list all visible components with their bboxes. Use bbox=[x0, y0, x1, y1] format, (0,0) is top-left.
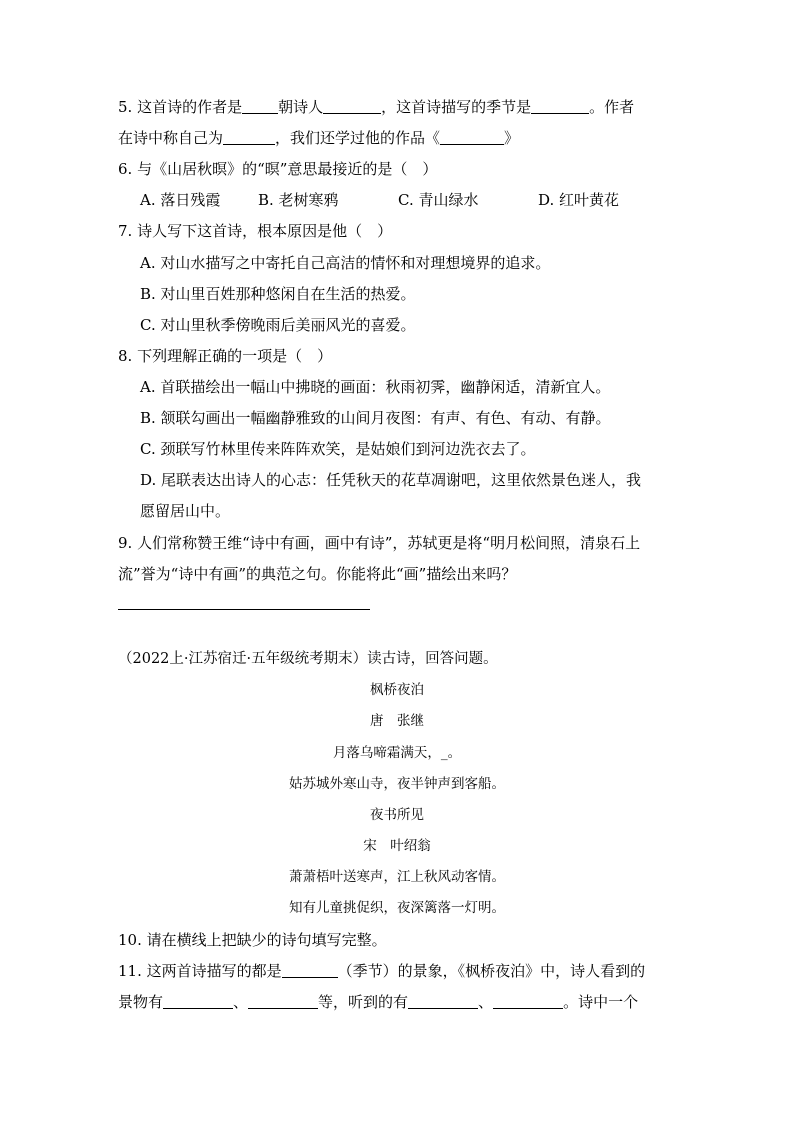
option-d-continued: 愿留居山中。 bbox=[140, 502, 231, 520]
poem-line: 姑苏城外寒山寺，夜半钟声到客船。 bbox=[289, 776, 505, 792]
answer-blank[interactable] bbox=[323, 98, 381, 114]
question-5-line-1 bbox=[118, 97, 634, 117]
answer-blank[interactable] bbox=[408, 993, 478, 1009]
option-b[interactable]: B. 老树寒鸦 bbox=[258, 191, 339, 209]
answer-blank[interactable] bbox=[531, 98, 589, 114]
answer-blank[interactable] bbox=[223, 129, 275, 145]
question-8-stem: 8. 下列理解正确的一项是（ ） bbox=[118, 347, 333, 365]
question-11-line-2 bbox=[118, 992, 638, 1012]
option-d[interactable]: D. 红叶黄花 bbox=[538, 191, 620, 209]
q11-text: 、 bbox=[233, 993, 249, 1011]
poem-title: 夜书所见 bbox=[370, 807, 424, 823]
question-7-stem: 7. 诗人写下这首诗，根本原因是他（ ） bbox=[118, 222, 393, 240]
poem-title: 枫桥夜泊 bbox=[370, 682, 424, 698]
option-a[interactable]: A. 对山水描写之中寄托自己高洁的情怀和对理想境界的追求。 bbox=[140, 254, 551, 272]
q11-text: 等，听到的有 bbox=[318, 993, 409, 1011]
option-b[interactable]: B. 对山里百姓那种悠闲自在生活的热爱。 bbox=[140, 285, 416, 303]
poem-line: 萧萧梧叶送寒声，江上秋风动客情。 bbox=[289, 869, 505, 885]
q5-text: 。作者 bbox=[589, 98, 635, 116]
answer-blank[interactable] bbox=[282, 962, 338, 978]
q5-text: 》 bbox=[504, 129, 520, 147]
option-c[interactable]: C. 颈联写竹林里传来阵阵欢笑，是姑娘们到河边洗衣去了。 bbox=[140, 440, 536, 458]
poem-author: 宋 叶绍翁 bbox=[363, 838, 431, 854]
q5-text: 朝诗人 bbox=[278, 98, 324, 116]
answer-blank[interactable] bbox=[163, 993, 233, 1009]
answer-blank[interactable] bbox=[248, 993, 318, 1009]
q11-text: （季节）的景象，《枫桥夜泊》中，诗人看到的 bbox=[337, 962, 646, 980]
q5-text: 在诗中称自己为 bbox=[118, 129, 224, 147]
option-d[interactable]: D. 尾联表达出诗人的心志：任凭秋天的花草凋谢吧，这里依然景色迷人，我 bbox=[140, 471, 642, 489]
answer-blank[interactable] bbox=[242, 98, 278, 114]
q5-text: ，这首诗描写的季节是 bbox=[381, 98, 532, 116]
q5-text: 5. 这首诗的作者是 bbox=[118, 98, 243, 116]
answer-blank[interactable] bbox=[440, 129, 504, 145]
answer-line[interactable] bbox=[118, 609, 370, 610]
q11-text: 景物有 bbox=[118, 993, 164, 1011]
q11-text: 11. 这两首诗描写的都是 bbox=[118, 962, 282, 980]
question-6-stem: 6. 与《山居秋暝》的“暝”意思最接近的是（ ） bbox=[118, 160, 438, 178]
q5-text: ，我们还学过他的作品《 bbox=[275, 129, 441, 147]
poem-author: 唐 张继 bbox=[370, 713, 424, 729]
question-6-options bbox=[140, 190, 619, 210]
answer-blank[interactable] bbox=[493, 993, 563, 1009]
question-11-line-1 bbox=[118, 961, 645, 981]
question-9-line-2: 流”誉为“诗中有画”的典范之句。你能将此“画”描绘出来吗？ bbox=[118, 565, 517, 583]
option-a[interactable]: A. 首联描绘出一幅山中拂晓的画面：秋雨初霁，幽静闲适，清新宜人。 bbox=[140, 378, 611, 396]
question-5-line-2 bbox=[118, 128, 519, 148]
q11-text: 、 bbox=[478, 993, 494, 1011]
option-c[interactable]: C. 对山里秋季傍晚雨后美丽风光的喜爱。 bbox=[140, 316, 416, 334]
option-a[interactable]: A. 落日残霞 bbox=[140, 191, 221, 209]
poem-line: 知有儿童挑促织，夜深篱落一灯明。 bbox=[289, 900, 505, 916]
question-9-line-1: 9. 人们常称赞王维“诗中有画，画中有诗”，苏轼更是将“明月松间照，清泉石上 bbox=[118, 534, 641, 552]
option-b[interactable]: B. 颔联勾画出一幅幽静雅致的山间月夜图：有声、有色、有动、有静。 bbox=[140, 409, 611, 427]
q11-text: 。诗中一个 bbox=[563, 993, 639, 1011]
question-10-stem: 10. 请在横线上把缺少的诗句填写完整。 bbox=[118, 931, 387, 949]
option-c[interactable]: C. 青山绿水 bbox=[398, 191, 479, 209]
section-intro: （2022上·江苏宿迁·五年级统考期末）读古诗，回答问题。 bbox=[118, 651, 498, 667]
poem-line: 月落乌啼霜满天，_。 bbox=[332, 745, 462, 761]
